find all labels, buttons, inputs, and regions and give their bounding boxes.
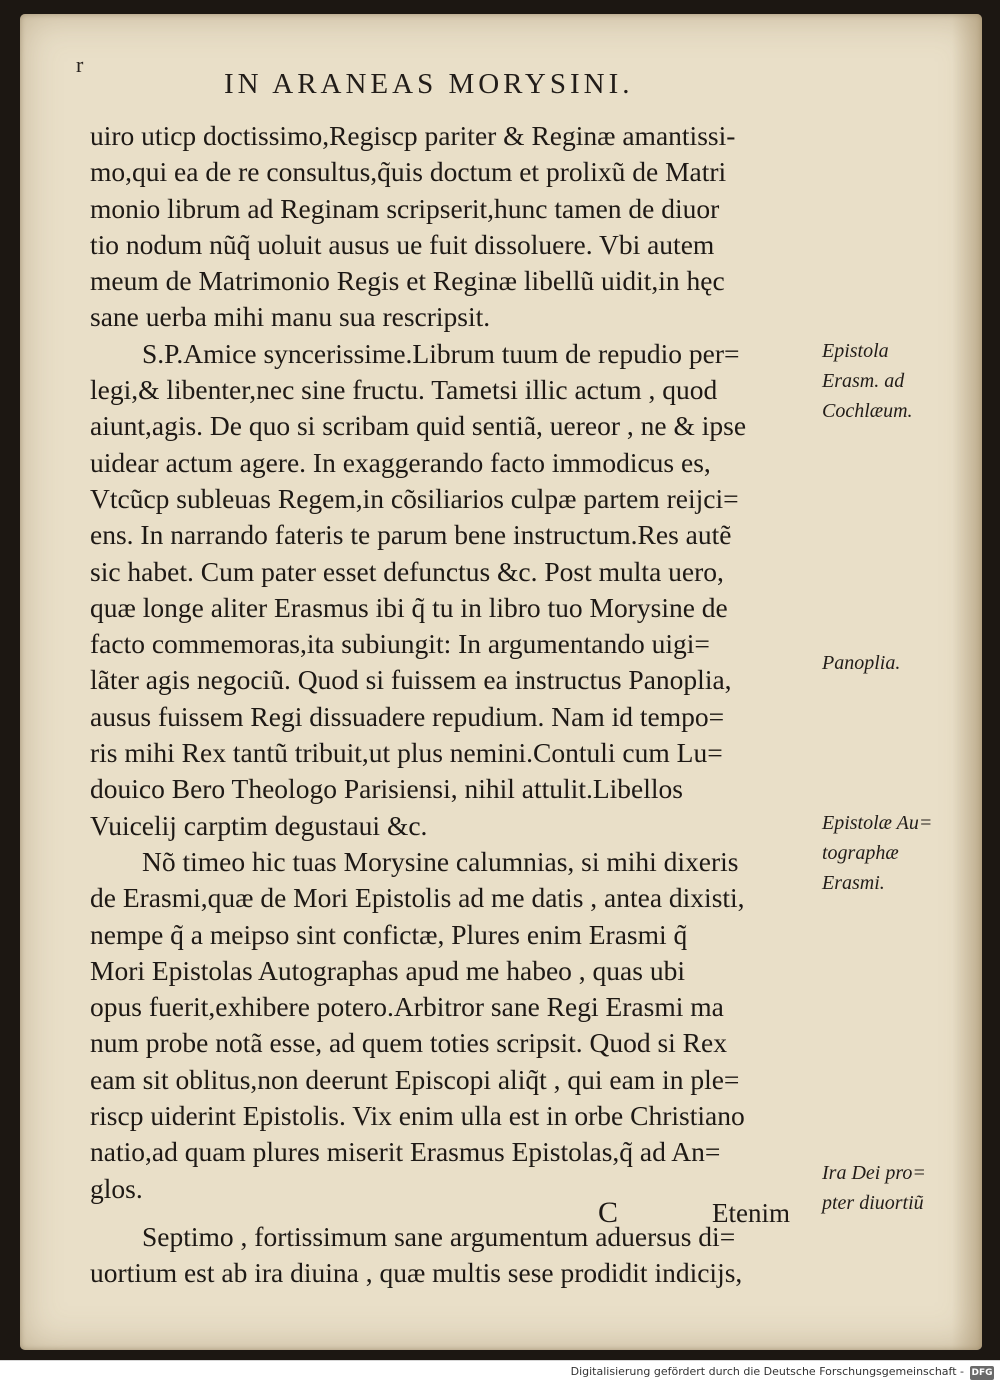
text-line: Vuicelij carptim degustaui &c. <box>90 809 428 841</box>
margin-note-line: pter diuortiũ <box>822 1192 924 1214</box>
text-line: Septimo , fortissimum sane argumentum aduersus di= <box>142 1220 736 1252</box>
text-line: meum de Matrimonio Regis et Reginæ libellũ uidit,in hęc <box>90 265 725 297</box>
margin-note-ira-dei <box>822 1158 972 1218</box>
text-line: eam sit oblitus,non deerunt Episcopi aliq̃t , qui eam in ple= <box>90 1063 740 1095</box>
paragraph-gap <box>90 1207 820 1219</box>
margin-note-epistola-erasmi <box>822 336 972 426</box>
dfg-logo-icon: DFG <box>971 1368 993 1378</box>
text-line: opus fuerit,exhibere potero.Arbitror sane Regi Erasmi ma <box>90 991 724 1023</box>
footer-bar <box>0 1360 1000 1386</box>
text-line: ens. In narrando fateris te parum bene instructum.Res autẽ <box>90 519 732 551</box>
text-line: mo,qui ea de re consultus,q̃uis doctum et prolixũ de Matri <box>90 156 727 188</box>
text-line: ris mihi Rex tantũ tribuit,ut plus nemini.Contuli cum Lu= <box>90 737 723 769</box>
page-edge-shadow <box>952 14 982 1350</box>
running-head: IN ARANEAS MORYSINI. <box>224 68 634 100</box>
text-line: natio,ad quam plures miserit Erasmus Epistolas,q̃ ad An= <box>90 1136 721 1168</box>
margin-note-line: Ira Dei pro= <box>822 1162 926 1184</box>
margin-note-panoplia <box>822 648 972 678</box>
corner-mark: r <box>76 52 84 77</box>
text-line: legi,& libenter,nec sine fructu. Tametsi illic actum , quod <box>90 374 718 406</box>
text-line: Mori Epistolas Autographas apud me habeo , quas ubi <box>90 954 685 986</box>
margin-note-line: Epistola <box>822 340 889 362</box>
footer-credit: Digitalisierung gefördert durch die Deutsche Forschungsgemeinschaft - <box>570 1365 964 1378</box>
text-line: S.P.Amice syncerissime.Librum tuum de repudio per= <box>142 337 740 369</box>
text-line: uidear actum agere. In exaggerando facto immodicus es, <box>90 446 711 478</box>
body-text <box>90 118 820 1292</box>
signature-mark: C <box>598 1196 619 1229</box>
text-line: ausus fuissem Regi dissuadere repudium. Nam id tempo= <box>90 700 725 732</box>
text-line: num probe notã esse, ad quem toties scripsit. Quod si Rex <box>90 1027 727 1059</box>
text-line: riscp uiderint Epistolis. Vix enim ulla est in orbe Christiano <box>90 1100 745 1132</box>
margin-note-line: Erasm. ad <box>822 370 905 392</box>
catchword: Etenim <box>712 1198 790 1228</box>
text-line: quæ longe aliter Erasmus ibi q̃ tu in libro tuo Morysine de <box>90 591 728 623</box>
text-line: glos. <box>90 1172 143 1204</box>
text-line: de Erasmi,quæ de Mori Epistolis ad me datis , antea dixisti, <box>90 882 745 914</box>
text-line: douico Bero Theologo Parisiensi, nihil attulit.Libellos <box>90 773 683 805</box>
text-line: nempe q̃ a meipso sint confictæ, Plures enim Erasmi q̃ <box>90 918 688 950</box>
margin-note-line: Epistolæ Au= <box>822 812 933 834</box>
margin-note-line: tographæ <box>822 842 899 864</box>
text-line: tio nodum nũq̃ uoluit ausus ue fuit dissoluere. Vbi autem <box>90 228 715 260</box>
margin-note-line: Panoplia. <box>822 652 901 674</box>
margin-note-line: Cochlæum. <box>822 400 913 422</box>
text-line: lãter agis negociũ. Quod si fuissem ea instructus Panoplia, <box>90 664 732 696</box>
margin-note-line: Erasmi. <box>822 872 885 894</box>
text-line: aiunt,agis. De quo si scribam quid sentiã, uereor , ne & ipse <box>90 410 747 442</box>
text-line: facto commemoras,ita subiungit: In argumentando uigi= <box>90 628 710 660</box>
text-line: sic habet. Cum pater esset defunctus &c. Post multa uero, <box>90 555 724 587</box>
text-line: Nõ timeo hic tuas Morysine calumnias, si mihi dixeris <box>142 845 739 877</box>
text-line: uiro uticp doctissimo,Regiscp pariter & Reginæ amantissi- <box>90 120 736 151</box>
text-line: uortium est ab ira diuina , quæ multis sese prodidit indicijs, <box>90 1257 743 1289</box>
margin-note-epistolae-autographae <box>822 808 972 898</box>
text-line: monio librum ad Reginam scripserit,hunc tamen de diuor <box>90 192 720 224</box>
text-line: Vtcũcp subleuas Regem,in cõsiliarios culpæ partem reijci= <box>90 482 739 514</box>
text-line: sane uerba mihi manu sua rescripsit. <box>90 301 491 333</box>
